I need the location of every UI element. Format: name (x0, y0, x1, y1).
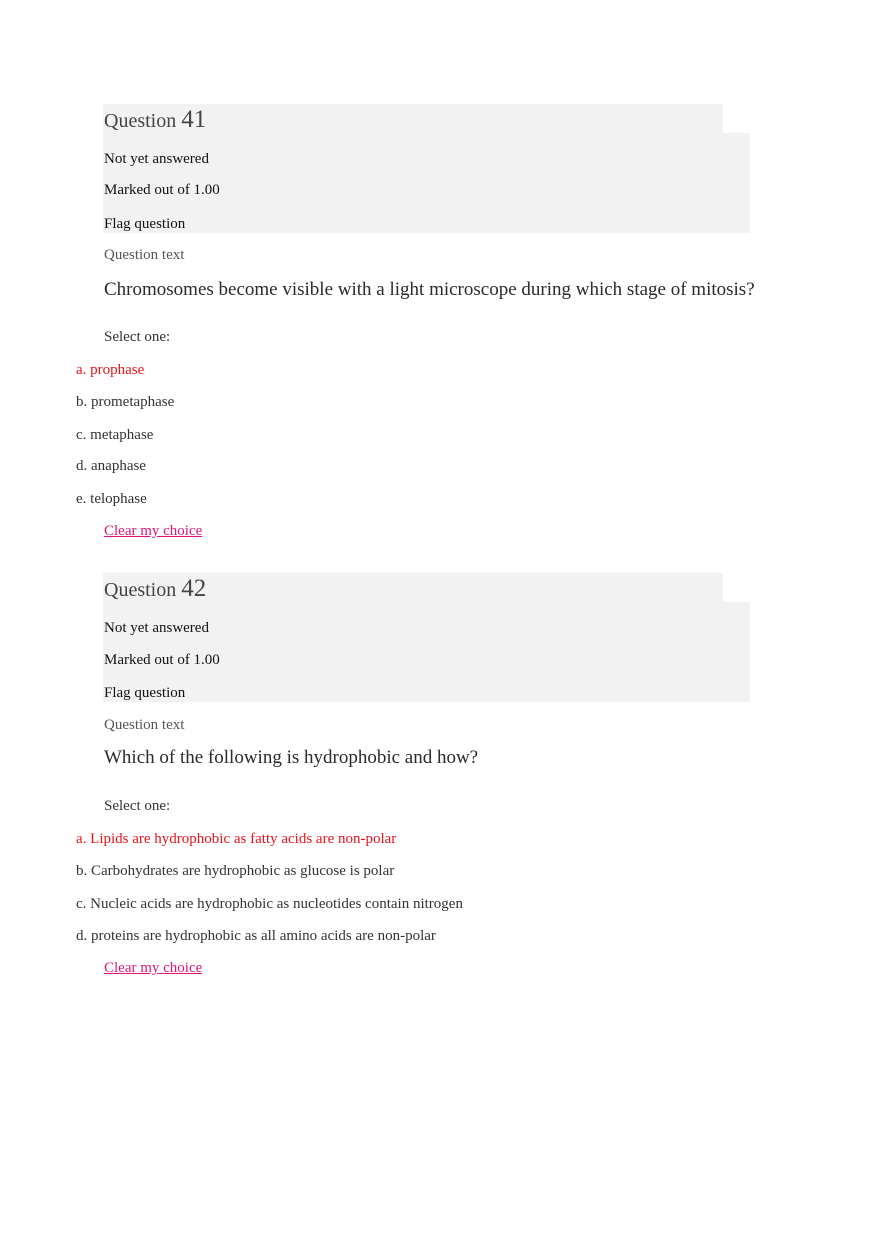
answer-option[interactable]: b. Carbohydrates are hydrophobic as glucose is polar (76, 863, 395, 879)
question-number: Question 42 (104, 575, 207, 602)
flag-question-link[interactable]: Flag question (104, 216, 186, 232)
answer-option[interactable]: a. prophase (76, 362, 145, 378)
answer-option[interactable]: b. prometaphase (76, 394, 175, 410)
answer-option[interactable]: a. Lipids are hydrophobic as fatty acids are non-polar (76, 831, 397, 847)
clear-choice-link[interactable]: Clear my choice (104, 960, 203, 976)
question-status: Not yet answered (104, 151, 209, 167)
answer-option[interactable]: d. proteins are hydrophobic as all amino acids are non-polar (76, 928, 436, 944)
answer-option[interactable]: c. metaphase (76, 427, 154, 443)
clear-choice-link[interactable]: Clear my choice (104, 523, 203, 539)
flag-question-link[interactable]: Flag question (104, 685, 186, 701)
answer-option[interactable]: e. telophase (76, 491, 147, 507)
question-marks: Marked out of 1.00 (104, 182, 220, 198)
answer-option[interactable]: d. anaphase (76, 458, 146, 474)
question-number: Question 41 (104, 106, 207, 133)
answer-option[interactable]: c. Nucleic acids are hydrophobic as nucleotides contain nitrogen (76, 896, 463, 912)
question-status: Not yet answered (104, 620, 209, 636)
question-text: Chromosomes become visible with a light microscope during which stage of mitosis? (104, 279, 755, 300)
question-text-label: Question text (104, 247, 185, 263)
question-marks: Marked out of 1.00 (104, 652, 220, 668)
question-text: Which of the following is hydrophobic and how? (104, 747, 479, 768)
question-text-label: Question text (104, 717, 185, 733)
select-one-prompt: Select one: (104, 798, 171, 814)
select-one-prompt: Select one: (104, 329, 171, 345)
